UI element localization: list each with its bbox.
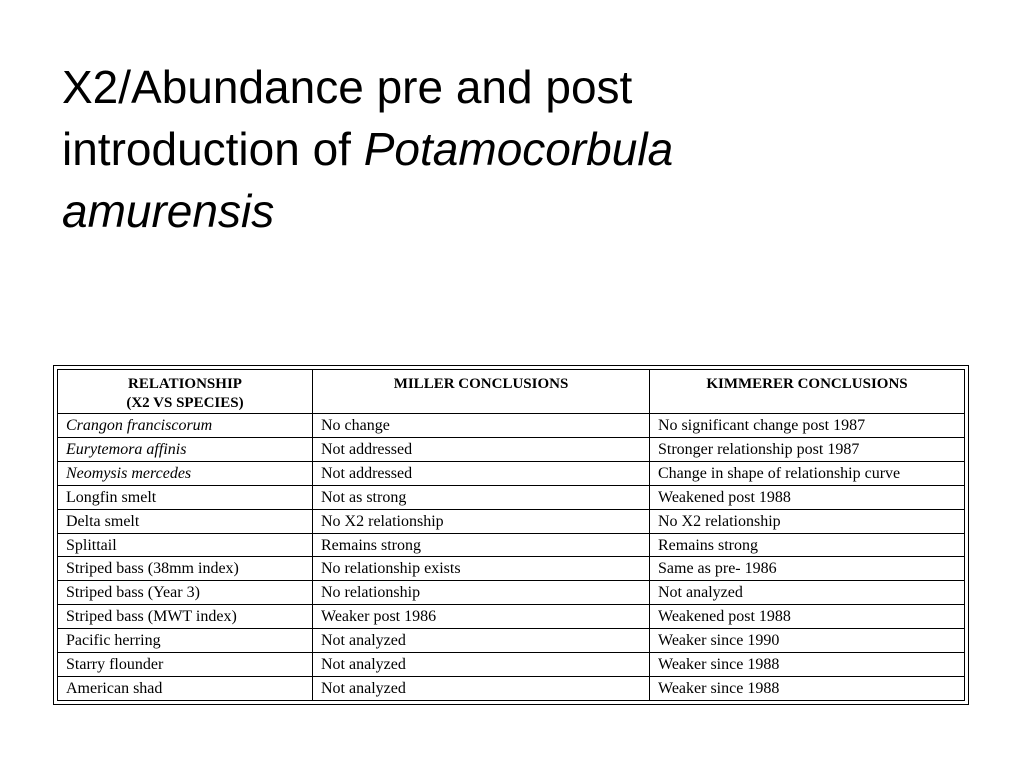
table-row bbox=[58, 533, 965, 557]
cell-kimmerer: Weaker since 1988 bbox=[650, 653, 965, 677]
cell-miller: Weaker post 1986 bbox=[313, 605, 650, 629]
table-row bbox=[58, 653, 965, 677]
cell-kimmerer: Stronger relationship post 1987 bbox=[650, 437, 965, 461]
cell-species: Longfin smelt bbox=[58, 485, 313, 509]
table-frame bbox=[53, 365, 969, 705]
slide-title bbox=[62, 56, 962, 242]
cell-species: Eurytemora affinis bbox=[58, 437, 313, 461]
cell-species: Striped bass (38mm index) bbox=[58, 557, 313, 581]
cell-kimmerer: Weaker since 1990 bbox=[650, 629, 965, 653]
cell-kimmerer: No X2 relationship bbox=[650, 509, 965, 533]
cell-miller: Not addressed bbox=[313, 461, 650, 485]
table-row bbox=[58, 461, 965, 485]
cell-miller: No relationship exists bbox=[313, 557, 650, 581]
cell-miller: Not addressed bbox=[313, 437, 650, 461]
cell-species: Starry flounder bbox=[58, 653, 313, 677]
cell-species: Delta smelt bbox=[58, 509, 313, 533]
cell-species: Crangon franciscorum bbox=[58, 414, 313, 438]
title-species-epithet: amurensis bbox=[62, 185, 275, 237]
cell-species: Splittail bbox=[58, 533, 313, 557]
table-row bbox=[58, 557, 965, 581]
cell-kimmerer: Weaker since 1988 bbox=[650, 676, 965, 700]
header-miller: MILLER CONCLUSIONS bbox=[313, 370, 650, 414]
table-row bbox=[58, 485, 965, 509]
cell-miller: Not as strong bbox=[313, 485, 650, 509]
table-header-row bbox=[58, 370, 965, 414]
table-row bbox=[58, 676, 965, 700]
cell-miller: Not analyzed bbox=[313, 629, 650, 653]
title-line-2-prefix: introduction of bbox=[62, 123, 364, 175]
cell-kimmerer: Not analyzed bbox=[650, 581, 965, 605]
table-row bbox=[58, 509, 965, 533]
table-row bbox=[58, 581, 965, 605]
table-row bbox=[58, 629, 965, 653]
header-kimmerer: KIMMERER CONCLUSIONS bbox=[650, 370, 965, 414]
cell-kimmerer: Remains strong bbox=[650, 533, 965, 557]
cell-miller: No X2 relationship bbox=[313, 509, 650, 533]
cell-species: Neomysis mercedes bbox=[58, 461, 313, 485]
cell-miller: Remains strong bbox=[313, 533, 650, 557]
table-row bbox=[58, 605, 965, 629]
cell-miller: Not analyzed bbox=[313, 676, 650, 700]
cell-miller: No relationship bbox=[313, 581, 650, 605]
title-line-1: X2/Abundance pre and post bbox=[62, 61, 633, 113]
cell-miller: Not analyzed bbox=[313, 653, 650, 677]
header-relationship-line1: RELATIONSHIP bbox=[128, 376, 242, 392]
cell-miller: No change bbox=[313, 414, 650, 438]
cell-kimmerer: No significant change post 1987 bbox=[650, 414, 965, 438]
comparison-table bbox=[57, 369, 965, 701]
header-relationship bbox=[58, 370, 313, 414]
cell-species: Striped bass (Year 3) bbox=[58, 581, 313, 605]
cell-kimmerer: Weakened post 1988 bbox=[650, 485, 965, 509]
cell-kimmerer: Same as pre- 1986 bbox=[650, 557, 965, 581]
table-row bbox=[58, 414, 965, 438]
cell-species: Striped bass (MWT index) bbox=[58, 605, 313, 629]
title-species-genus: Potamocorbula bbox=[363, 123, 674, 175]
table-row bbox=[58, 437, 965, 461]
header-relationship-line2: (X2 VS SPECIES) bbox=[126, 395, 244, 411]
cell-species: Pacific herring bbox=[58, 629, 313, 653]
cell-species: American shad bbox=[58, 676, 313, 700]
cell-kimmerer: Change in shape of relationship curve bbox=[650, 461, 965, 485]
cell-kimmerer: Weakened post 1988 bbox=[650, 605, 965, 629]
